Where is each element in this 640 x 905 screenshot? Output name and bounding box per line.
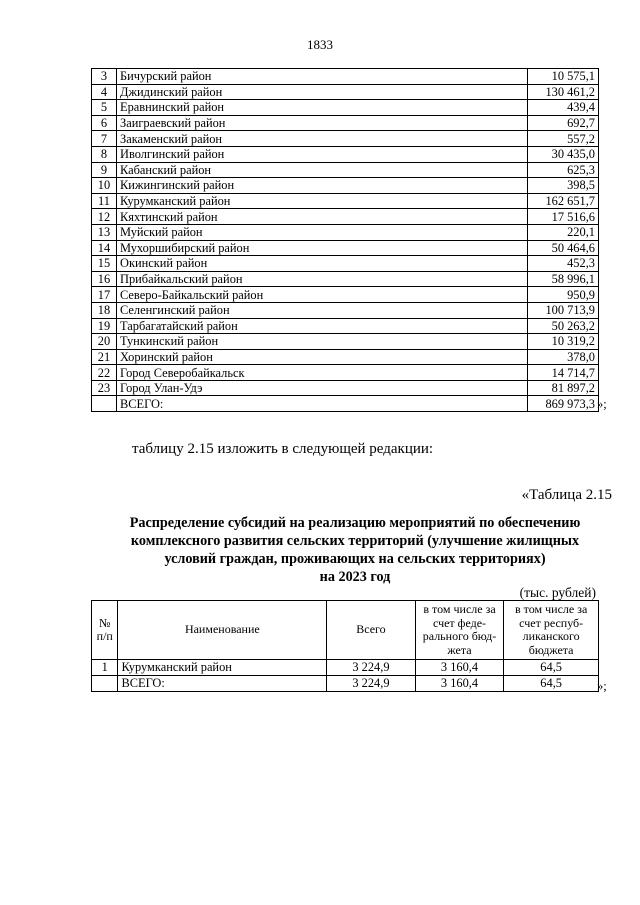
cell-value: 452,3 [528,256,599,272]
cell-value: 950,9 [528,287,599,303]
closing-quote: »; [597,397,607,411]
cell-value: 557,2 [528,131,599,147]
header-federal-line: рального бюд- [422,629,497,643]
cell-name: Кабанский район [117,162,528,178]
cell-name: Селенгинский район [117,302,528,318]
header-republican-line: счет респуб- [519,615,584,630]
header-federal-line: в том числе за [423,602,496,616]
cell-name: Курумканский район [118,660,327,676]
cell-name: Закаменский район [117,131,528,147]
cell-number: 19 [92,318,117,334]
total-row [92,396,599,412]
cell-name: Кижингинский район [117,178,528,194]
cell-value: 10 319,2 [528,334,599,350]
cell-total: 3 224,9 [327,660,416,676]
cell-value: 378,0 [528,349,599,365]
cell-total: 3 224,9 [327,676,416,692]
cell-value: 10 575,1 [528,69,599,85]
cell-value: 100 713,9 [528,302,599,318]
cell-name: Тарбагатайский район [117,318,528,334]
cell-number: 3 [92,69,117,85]
cell-name: Бичурский район [117,69,528,85]
table-row [92,84,599,100]
cell-name: Еравнинский район [117,100,528,116]
total-row [92,676,599,692]
table-row [92,271,599,287]
table-row [92,178,599,194]
cell-republican: 64,5 [504,676,599,692]
cell-number: 7 [92,131,117,147]
cell-number: 4 [92,84,117,100]
cell-name: Хоринский район [117,349,528,365]
cell-value: 50 464,6 [528,240,599,256]
title-line: Распределение субсидий на реализацию мероприятий по обеспечению [129,515,581,531]
header-total: Всего [327,601,416,660]
table-row [92,240,599,256]
table-row [92,209,599,225]
cell-name: Кяхтинский район [117,209,528,225]
cell-number: 8 [92,146,117,162]
cell-number: 15 [92,256,117,272]
cell-value: 398,5 [528,178,599,194]
cell-name: Мухоршибирский район [117,240,528,256]
header-number [92,601,118,660]
cell-number: 14 [92,240,117,256]
header-name: Наименование [118,601,327,660]
cell-value: 869 973,3 [528,396,599,412]
table-row [92,660,599,676]
cell-value: 625,3 [528,162,599,178]
cell-name: Заиграевский район [117,115,528,131]
cell-number: 9 [92,162,117,178]
header-federal [415,601,504,660]
header-number-line: № [99,615,111,630]
header-republican [504,601,599,660]
cell-name: Город Улан-Удэ [117,380,528,396]
header-number-line: п/п [96,629,113,643]
cell-value: 30 435,0 [528,146,599,162]
cell-value: 130 461,2 [528,84,599,100]
header-republican-line: бюджета [528,642,574,657]
cell-value: 220,1 [528,224,599,240]
cell-value: 50 263,2 [528,318,599,334]
cell-value: 17 516,6 [528,209,599,225]
cell-name: Окинский район [117,256,528,272]
cell-number: 10 [92,178,117,194]
table-row [92,318,599,334]
cell-number: 5 [92,100,117,116]
table-row [92,193,599,209]
cell-number [92,396,117,412]
cell-number: 16 [92,271,117,287]
table-row [92,100,599,116]
table-row [92,224,599,240]
cell-name: Город Северобайкальск [117,365,528,381]
cell-number: 1 [92,660,118,676]
subsidy-table-2-15 [91,600,599,692]
cell-number: 13 [92,224,117,240]
cell-name: Тункинский район [117,334,528,350]
table-row [92,365,599,381]
title-line: на 2023 год [319,569,391,585]
table-row [92,302,599,318]
cell-number: 11 [92,193,117,209]
table-row [92,349,599,365]
cell-value: 439,4 [528,100,599,116]
cell-federal: 3 160,4 [415,660,504,676]
table-header-row [92,601,599,660]
cell-number: 18 [92,302,117,318]
cell-number [92,676,118,692]
cell-number: 20 [92,334,117,350]
table-row [92,69,599,85]
table-row [92,334,599,350]
cell-number: 12 [92,209,117,225]
cell-value: 81 897,2 [528,380,599,396]
units-label: (тыс. рублей) [519,585,596,600]
table-row [92,256,599,272]
table-caption: «Таблица 2.15 [521,487,612,503]
title-line: условий граждан, проживающих на сельских территориях) [164,551,546,567]
closing-quote: »; [597,679,607,693]
cell-federal: 3 160,4 [415,676,504,692]
table-row [92,287,599,303]
cell-number: 6 [92,115,117,131]
table-row [92,162,599,178]
cell-name: Курумканский район [117,193,528,209]
cell-value: 58 996,1 [528,271,599,287]
cell-value: 692,7 [528,115,599,131]
amendment-text: таблицу 2.15 изложить в следующей редакции: [132,441,434,457]
cell-name: Джидинский район [117,84,528,100]
subsidy-table-continued [91,68,599,412]
cell-name: ВСЕГО: [118,676,327,692]
cell-name: Прибайкальский район [117,271,528,287]
cell-value: 14 714,7 [528,365,599,381]
table-row [92,131,599,147]
cell-number: 22 [92,365,117,381]
table-title [95,514,615,586]
cell-name: ВСЕГО: [117,396,528,412]
header-republican-line: в том числе за [515,602,588,616]
header-federal-line: жета [447,642,472,657]
page-number: 1833 [307,37,333,52]
header-federal-line: счет феде- [432,615,487,630]
header-republican-line: ликанского [522,629,580,643]
cell-number: 17 [92,287,117,303]
cell-name: Муйский район [117,224,528,240]
cell-number: 23 [92,380,117,396]
cell-number: 21 [92,349,117,365]
cell-name: Северо-Байкальский район [117,287,528,303]
cell-republican: 64,5 [504,660,599,676]
table-row [92,115,599,131]
cell-name: Иволгинский район [117,146,528,162]
table-row [92,146,599,162]
cell-value: 162 651,7 [528,193,599,209]
table-row [92,380,599,396]
title-line: комплексного развития сельских территорий (улучшение жилищных [130,533,580,549]
